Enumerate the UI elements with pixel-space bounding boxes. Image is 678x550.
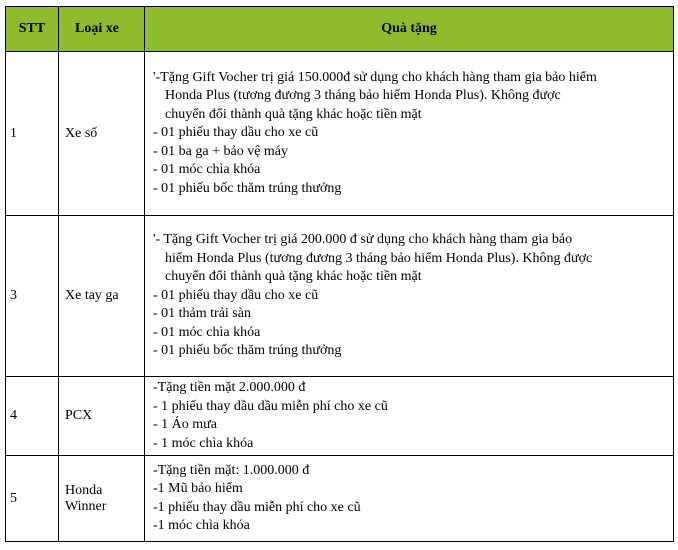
gift-line: -Tặng tiền mặt: 1.000.000 đ xyxy=(153,462,310,478)
cell-loai-xe xyxy=(59,456,145,542)
gift-line: '-Tặng Gift Vocher trị giá 150.000đ sử dụng cho khách hàng tham gia bảo hiểm xyxy=(153,69,597,85)
gift-line: - 01 móc chìa khóa xyxy=(153,162,261,178)
cell-qua-tang xyxy=(145,456,674,542)
cell-qua-tang xyxy=(145,377,674,456)
table-row xyxy=(6,52,674,216)
header-qua-tang: Quà tặng xyxy=(145,7,674,52)
gift-line: -1 phiếu thay dầu miễn phí cho xe cũ xyxy=(153,499,361,515)
vehicle-type-line: Winner xyxy=(65,498,107,514)
gift-line: -1 móc chìa khóa xyxy=(153,518,250,533)
gift-line: - 01 phiếu thay dầu cho xe cũ xyxy=(153,287,319,303)
table-row xyxy=(6,456,674,542)
vehicle-type-line: PCX xyxy=(65,408,93,423)
table-row xyxy=(6,377,674,456)
gift-table-container xyxy=(5,6,674,542)
gift-line: -1 Mũ bảo hiểm xyxy=(153,481,243,496)
cell-stt: 1 xyxy=(6,52,59,216)
header-row xyxy=(6,7,674,52)
gift-line: - 01 ba ga + bảo vệ máy xyxy=(153,143,289,159)
gift-line: - 1 móc chìa khóa xyxy=(153,435,254,451)
gift-line: - 1 Áo mưa xyxy=(153,417,217,432)
header-loai-xe: Loại xe xyxy=(59,7,145,52)
gift-line: - 01 thảm trải sàn xyxy=(153,306,251,322)
gift-table xyxy=(5,6,674,542)
vehicle-type-line: Honda xyxy=(65,482,103,498)
vehicle-type-line: Xe số xyxy=(65,125,98,141)
gift-line: '- Tặng Gift Vocher trị giá 200.000 đ sử dụng cho khách hàng tham gia bảo xyxy=(153,232,573,248)
cell-stt: 3 xyxy=(6,216,59,377)
cell-stt: 5 xyxy=(6,456,59,542)
gift-line: - 1 phiếu thay dầu dầu miễn phí cho xe cũ xyxy=(153,398,388,414)
cell-loai-xe xyxy=(59,52,145,216)
cell-loai-xe xyxy=(59,216,145,377)
cell-qua-tang xyxy=(145,52,674,216)
gift-line: chuyển đổi thành quà tặng khác hoặc tiền mặt xyxy=(165,106,422,122)
header-stt: STT xyxy=(6,7,59,52)
gift-line: - 01 móc chìa khóa xyxy=(153,324,261,340)
gift-line: chuyển đổi thành quà tặng khác hoặc tiền mặt xyxy=(165,269,422,285)
cell-qua-tang xyxy=(145,216,674,377)
cell-loai-xe xyxy=(59,377,145,456)
gift-line: - 01 phiếu bốc thăm trúng thưởng xyxy=(153,180,342,196)
cell-stt: 4 xyxy=(6,377,59,456)
gift-line: hiểm Honda Plus (tương đương 3 tháng bảo hiểm Honda Plus). Không được xyxy=(165,250,593,266)
table-row xyxy=(6,216,674,377)
gift-line: - 01 phiếu thay dầu cho xe cũ xyxy=(153,125,319,141)
gift-line: Honda Plus (tương đương 3 tháng bảo hiểm Honda Plus). Không được xyxy=(165,88,561,104)
gift-line: -Tặng tiền mặt 2.000.000 đ xyxy=(153,380,306,395)
gift-line: - 01 phiếu bốc thăm trúng thưởng xyxy=(153,343,342,359)
vehicle-type-line: Xe tay ga xyxy=(65,288,119,303)
